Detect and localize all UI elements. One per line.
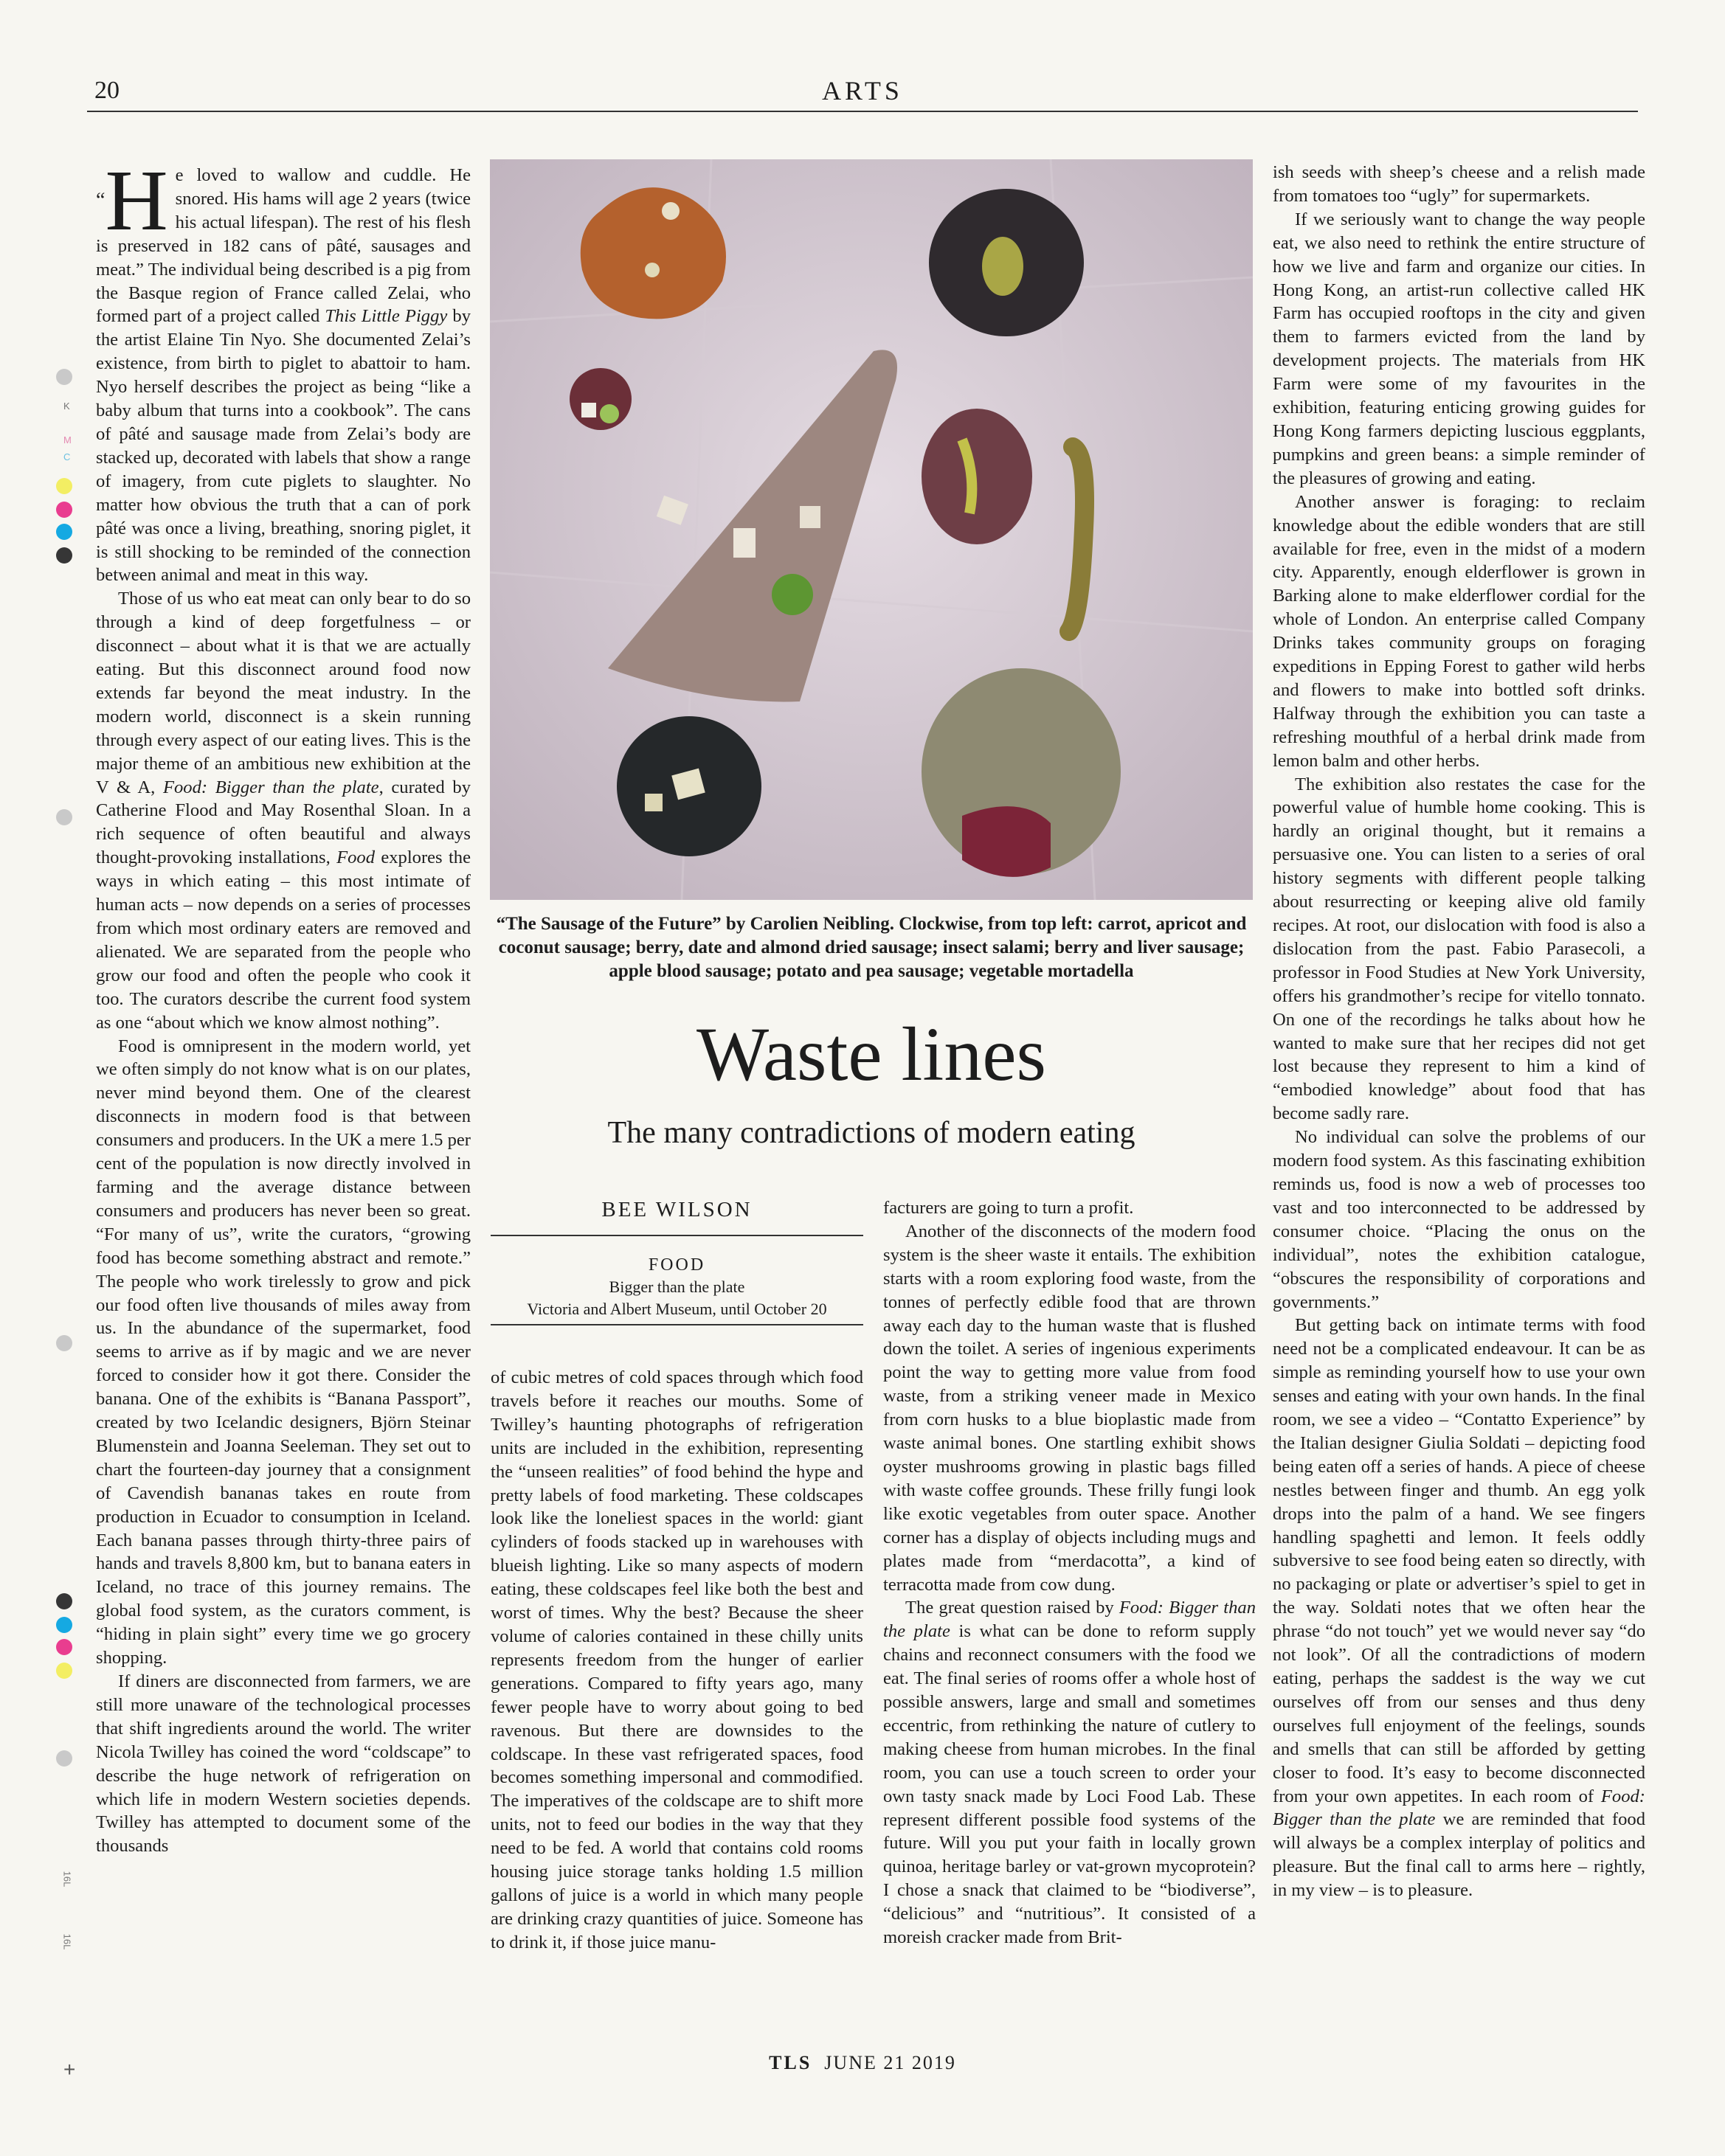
- infobox-title: FOOD: [648, 1255, 706, 1275]
- photo-illustration: [490, 159, 1253, 900]
- paragraph: ish seeds with sheep’s cheese and a relish made from tomatoes too “ugly” for supermarkets.: [1273, 162, 1645, 206]
- paragraph: facturers are going to turn a profit.: [883, 1198, 1134, 1218]
- byline: BEE WILSON: [601, 1198, 753, 1221]
- header-rule: [87, 111, 1638, 112]
- paragraph: The great question raised by Food: Bigger than the plate is what can be done to reform supply chains and reconnect consumers with the food we eat. The final series of rooms offer a whole host of possible answers, large and small and sometimes eccentric, from rethinking the nature of cutlery to making cheese from human microbes. In the final room, you can use a touch screen to order your own tasty snack made by Loci Food Lab. These represent different possible food systems of the future. Will you put your faith in locally grown quinoa, heritage barley or vat-grown mycoprotein? I chose a snack that claimed to be “biodiverse”, “delicious” and “nutritious”. It consisted of a moreish cracker made from Brit-: [883, 1598, 1256, 1948]
- registration-dot: [56, 1663, 72, 1679]
- registration-dot: [56, 369, 72, 385]
- crosshair-mark: +: [63, 2058, 76, 2081]
- registration-dot: [56, 1593, 72, 1609]
- infobox-rule-bottom: [491, 1324, 863, 1325]
- registration-dot: [56, 502, 72, 518]
- headline: Waste lines: [696, 1012, 1046, 1097]
- review-infobox: [491, 1254, 863, 1320]
- insect-salami: [922, 409, 1032, 544]
- paragraph: Another answer is foraging: to reclaim knowledge about the edible wonders that are still available for free, even in the midst of a modern city. Apparently, enough elderflower is grown in Barking alone to make elderflower cordial for the whole of London. An enterprise called Company Drinks takes community groups on foraging expeditions in Epping Forest to gather wild herbs and flowers to make into bottled soft drinks. Halfway through the exhibition you can taste a refreshing mouthful of a herbal drink made from lemon balm and other herbs.: [1273, 491, 1645, 771]
- paragraph: If diners are disconnected from farmers, we are still more unaware of the technological processes that shift ingredients around the world. The writer Nicola Twilley has coined the word “coldscape” to describe the huge network of refrigeration on which life in modern Western societies depends. Twilley has attempted to document some of the thousands: [96, 1671, 471, 1857]
- photo-caption: “The Sausage of the Future” by Carolien Neibling. Clockwise, from top left: carrot, apricot and coconut sausage; berry, date and almond dried sausage; insect salami; berry and liver sausage; apple blood sausage; potato and pea sausage; vegetable mortadella: [496, 914, 1247, 981]
- infobox-venue: Victoria and Albert Museum, until October 20: [527, 1300, 827, 1318]
- sausage-photo: [490, 159, 1253, 900]
- color-mark-k: K: [63, 401, 70, 412]
- print-code: 16L: [61, 1871, 73, 1888]
- registration-dot: [56, 524, 72, 540]
- color-mark-m: M: [63, 434, 72, 446]
- subheadline: The many contradictions of modern eating: [607, 1116, 1135, 1150]
- registration-dot: [56, 547, 72, 564]
- section-title: ARTS: [822, 76, 903, 105]
- color-mark-c: C: [63, 451, 71, 462]
- paragraph: Those of us who eat meat can only bear to do so through a kind of deep forgetfulness – or disconnect – about what it is that we are actually eating. But this disconnect around food now extends far beyond the meat industry. In the modern world, disconnect is a skein running through every aspect of our eating lives. This is the major theme of an ambitious new exhibition at the V & A, Food: Bigger than the plate, curated by Catherine Flood and May Rosenthal Sloan. In a rich sequence of often beautiful and always thought-provoking installations, Food explores the ways in which eating – this most intimate of human acts – now depends on a series of processes from which most ordinary eaters are removed and alienated. We are separated from the people who grow our food and often the people who cook it too. The curators describe the current food system as one “about which we know almost nothing”.: [96, 589, 471, 1033]
- paragraph: No individual can solve the problems of our modern food system. As this fascinating exhibition reminds us, food is now a web of processes too vast and too interconnected to be addressed by consumer choice. “Placing the onus on the individual”, notes the exhibition catalogue, “obscures the responsibility of corporations and governments.”: [1273, 1127, 1645, 1312]
- paragraph: of cubic metres of cold spaces through which food travels before it reaches our mouths. Some of Twilley’s haunting photographs of refrigeration units are included in the exhibition, representing the “unseen realities” of food behind the hype and pretty labels of food marketing. These coldscapes look like the loneliest spaces in the world: giant cylinders of foods stacked up in warehouses with blueish lighting. Like so many aspects of modern eating, these coldscapes feel like both the best and worst of times. Why the best? Because the sheer volume of calories contained in these chilly units represents freedom from the hunger of earlier generations. Compared to fifty years ago, many fewer people have to worry about going to bed ravenous. But there are downsides to the coldscape. In these vast refrigerated spaces, food becomes something impersonal and commodified. The imperatives of the coldscape are to shift more units, not to feed our bodies in the way that they need to be fed. A world that contains cold rooms housing juice storage tanks holding 1.5 million gallons of juice is a world in which many people are drinking crazy quantities of juice. Someone has to drink it, if those juice manu-: [491, 1368, 863, 1952]
- footer-brand: TLS: [769, 2052, 812, 2073]
- opening-paragraph: “H e loved to wallow and cuddle. He snored. His hams will age 2 years (twice his actual lifespan). The rest of his flesh is preserved in 182 cans of pâté, sausages and meat.” The individual being described is a pig from the Basque region of France called Zelai, who formed part of a project called This Little Piggy by the artist Elaine Tin Nyo. She documented Zelai’s existence, from birth to piglet to abattoir to ham. Nyo herself describes the project as being “like a baby album that turns into a cookbook”. The cans of pâté and sausage made from Zelai’s body are stacked up, decorated with labels that show a range of imagery, from cute piglets to slaughter. No matter how obvious the truth that a can of pork pâté was once a living, breathing, snoring piglet, it is still shocking to be reminded of the connection between animal and meat in this way.: [96, 152, 471, 586]
- article-column-2: [491, 1366, 863, 1955]
- page-number: 20: [94, 77, 120, 104]
- registration-dot: [56, 478, 72, 494]
- registration-dot: [56, 1335, 72, 1351]
- paragraph: Another of the disconnects of the modern food system is the sheer waste it entails. The exhibition starts with a room exploring food waste, from the tonnes of perfectly edible food that are thrown away each day to the human waste that is flushed down the toilet. A series of ingenious experiments point the way to getting more value from food waste, from a striking veneer made in Mexico from corn husks to a blue bioplastic made from waste animal bones. One startling exhibit shows oyster mushrooms growing in plastic bags filled with waste coffee grounds. These frilly fungi look like exotic vegetables from outer space. Another corner has a display of objects including mugs and plates made from “merdacotta”, a kind of terracotta made from cow dung.: [883, 1221, 1256, 1595]
- print-code: 16L: [61, 1933, 73, 1950]
- infobox-rule-top: [491, 1235, 863, 1236]
- infobox-exhibition: Bigger than the plate: [609, 1278, 745, 1296]
- paragraph: If we seriously want to change the way people eat, we also need to rethink the entire structure of how we live and farm and organize our cities. In Hong Kong, an artist-run collective called HK Farm has occupied rooftops in the city and given them to farmers evicted from the land by development projects. The materials from HK Farm were some of my favourites in the exhibition, featuring enticing growing guides for Hong Kong farmers depicting luscious eggplants, pumpkins and green beans: a simple reminder of the pleasures of growing and eating.: [1273, 209, 1645, 488]
- paragraph: But getting back on intimate terms with food need not be a complicated endeavour. It can be as simple as reminding yourself how to use your own senses and eating with your own hands. In the final room, we see a video – “Contatto Experience” by the Italian designer Giulia Soldati – depicting food being eaten off a series of hands. A piece of cheese nestles between finger and thumb. An egg yolk drops into the palm of a hand. We see fingers handling spaghetti and lemon. It feels oddly subversive to see food being eaten so directly, with no packaging or plate or advertiser’s spiel to get in the way. Soldati notes that we often hear the phrase “do not touch” yet we would never say “do not look”. Of all the contradictions of modern eating, perhaps the saddest is the way we cut ourselves off from our senses and thus deny ourselves full enjoyment of the feelings, sounds and smells that can still be afforded by getting closer to food. It’s easy to become disconnected from your own appetites. In each room of Food: Bigger than the plate we are reminded that food will always be a complex interplay of politics and pleasure. But the final call to arms here – rightly, in my view – is to pleasure.: [1273, 1315, 1646, 1901]
- small-slice: [570, 368, 632, 430]
- paragraph: The exhibition also restates the case for the powerful value of humble home cooking. This is hardly an original thought, but it remains a persuasive one. You can listen to a series of oral history segments with different people talking about resurrecting or keeping alive old family recipes. At root, our dislocation with food is also a dislocation from the past. Fabio Parasecoli, a professor in Food Studies at New York University, offers his grandmother’s recipe for vitello tonnato. On one of the recordings he talks about how he wanted to make sure that her recipes did not get lost because they represent to him a kind of “embodied knowledge” about food that has become sadly rare.: [1273, 774, 1645, 1124]
- registration-dot: [56, 1639, 72, 1655]
- article-column-3: [883, 1196, 1256, 1949]
- registration-dot: [56, 809, 72, 825]
- footer-date: JUNE 21 2019: [824, 2052, 956, 2073]
- article-column-1: [96, 152, 471, 1858]
- registration-dot: [56, 1617, 72, 1633]
- page-footer: [0, 2052, 1725, 2074]
- registration-dot: [56, 1750, 72, 1767]
- drop-cap: “H: [96, 152, 168, 249]
- paragraph: Food is omnipresent in the modern world, yet we often simply do not know what is on our plates, never mind beyond them. One of the clearest disconnects in modern food is that between consumers and producers. In the UK a mere 1.5 per cent of the population is now directly involved in farming and the average distance between consumers and producers has never been so great. “For many of us”, write the curators, “growing food has become something abstract and remote.” The people who work tirelessly to grow and pick our food often live thousands of miles away from us. In the abundance of the supermarket, food seems to arrive as if by magic and we are never forced to consider how it got there. Consider the banana. One of the exhibits is “Banana Passport”, created by two Icelandic designers, Björn Steinar Blumenstein and Joanna Seeleman. They set out to chart the fourteen-day journey that a consignment of Cavendish bananas takes en route from production in Ecuador to consumption in Iceland. Each banana passes through thirty-three pairs of hands and travels 8,800 km, but to banana eaters in Iceland, no trace of this journey remains. The global food system, as the curators comment, is “hiding in plain sight” every time we go grocery shopping.: [96, 1036, 471, 1668]
- article-column-4: [1273, 161, 1645, 1902]
